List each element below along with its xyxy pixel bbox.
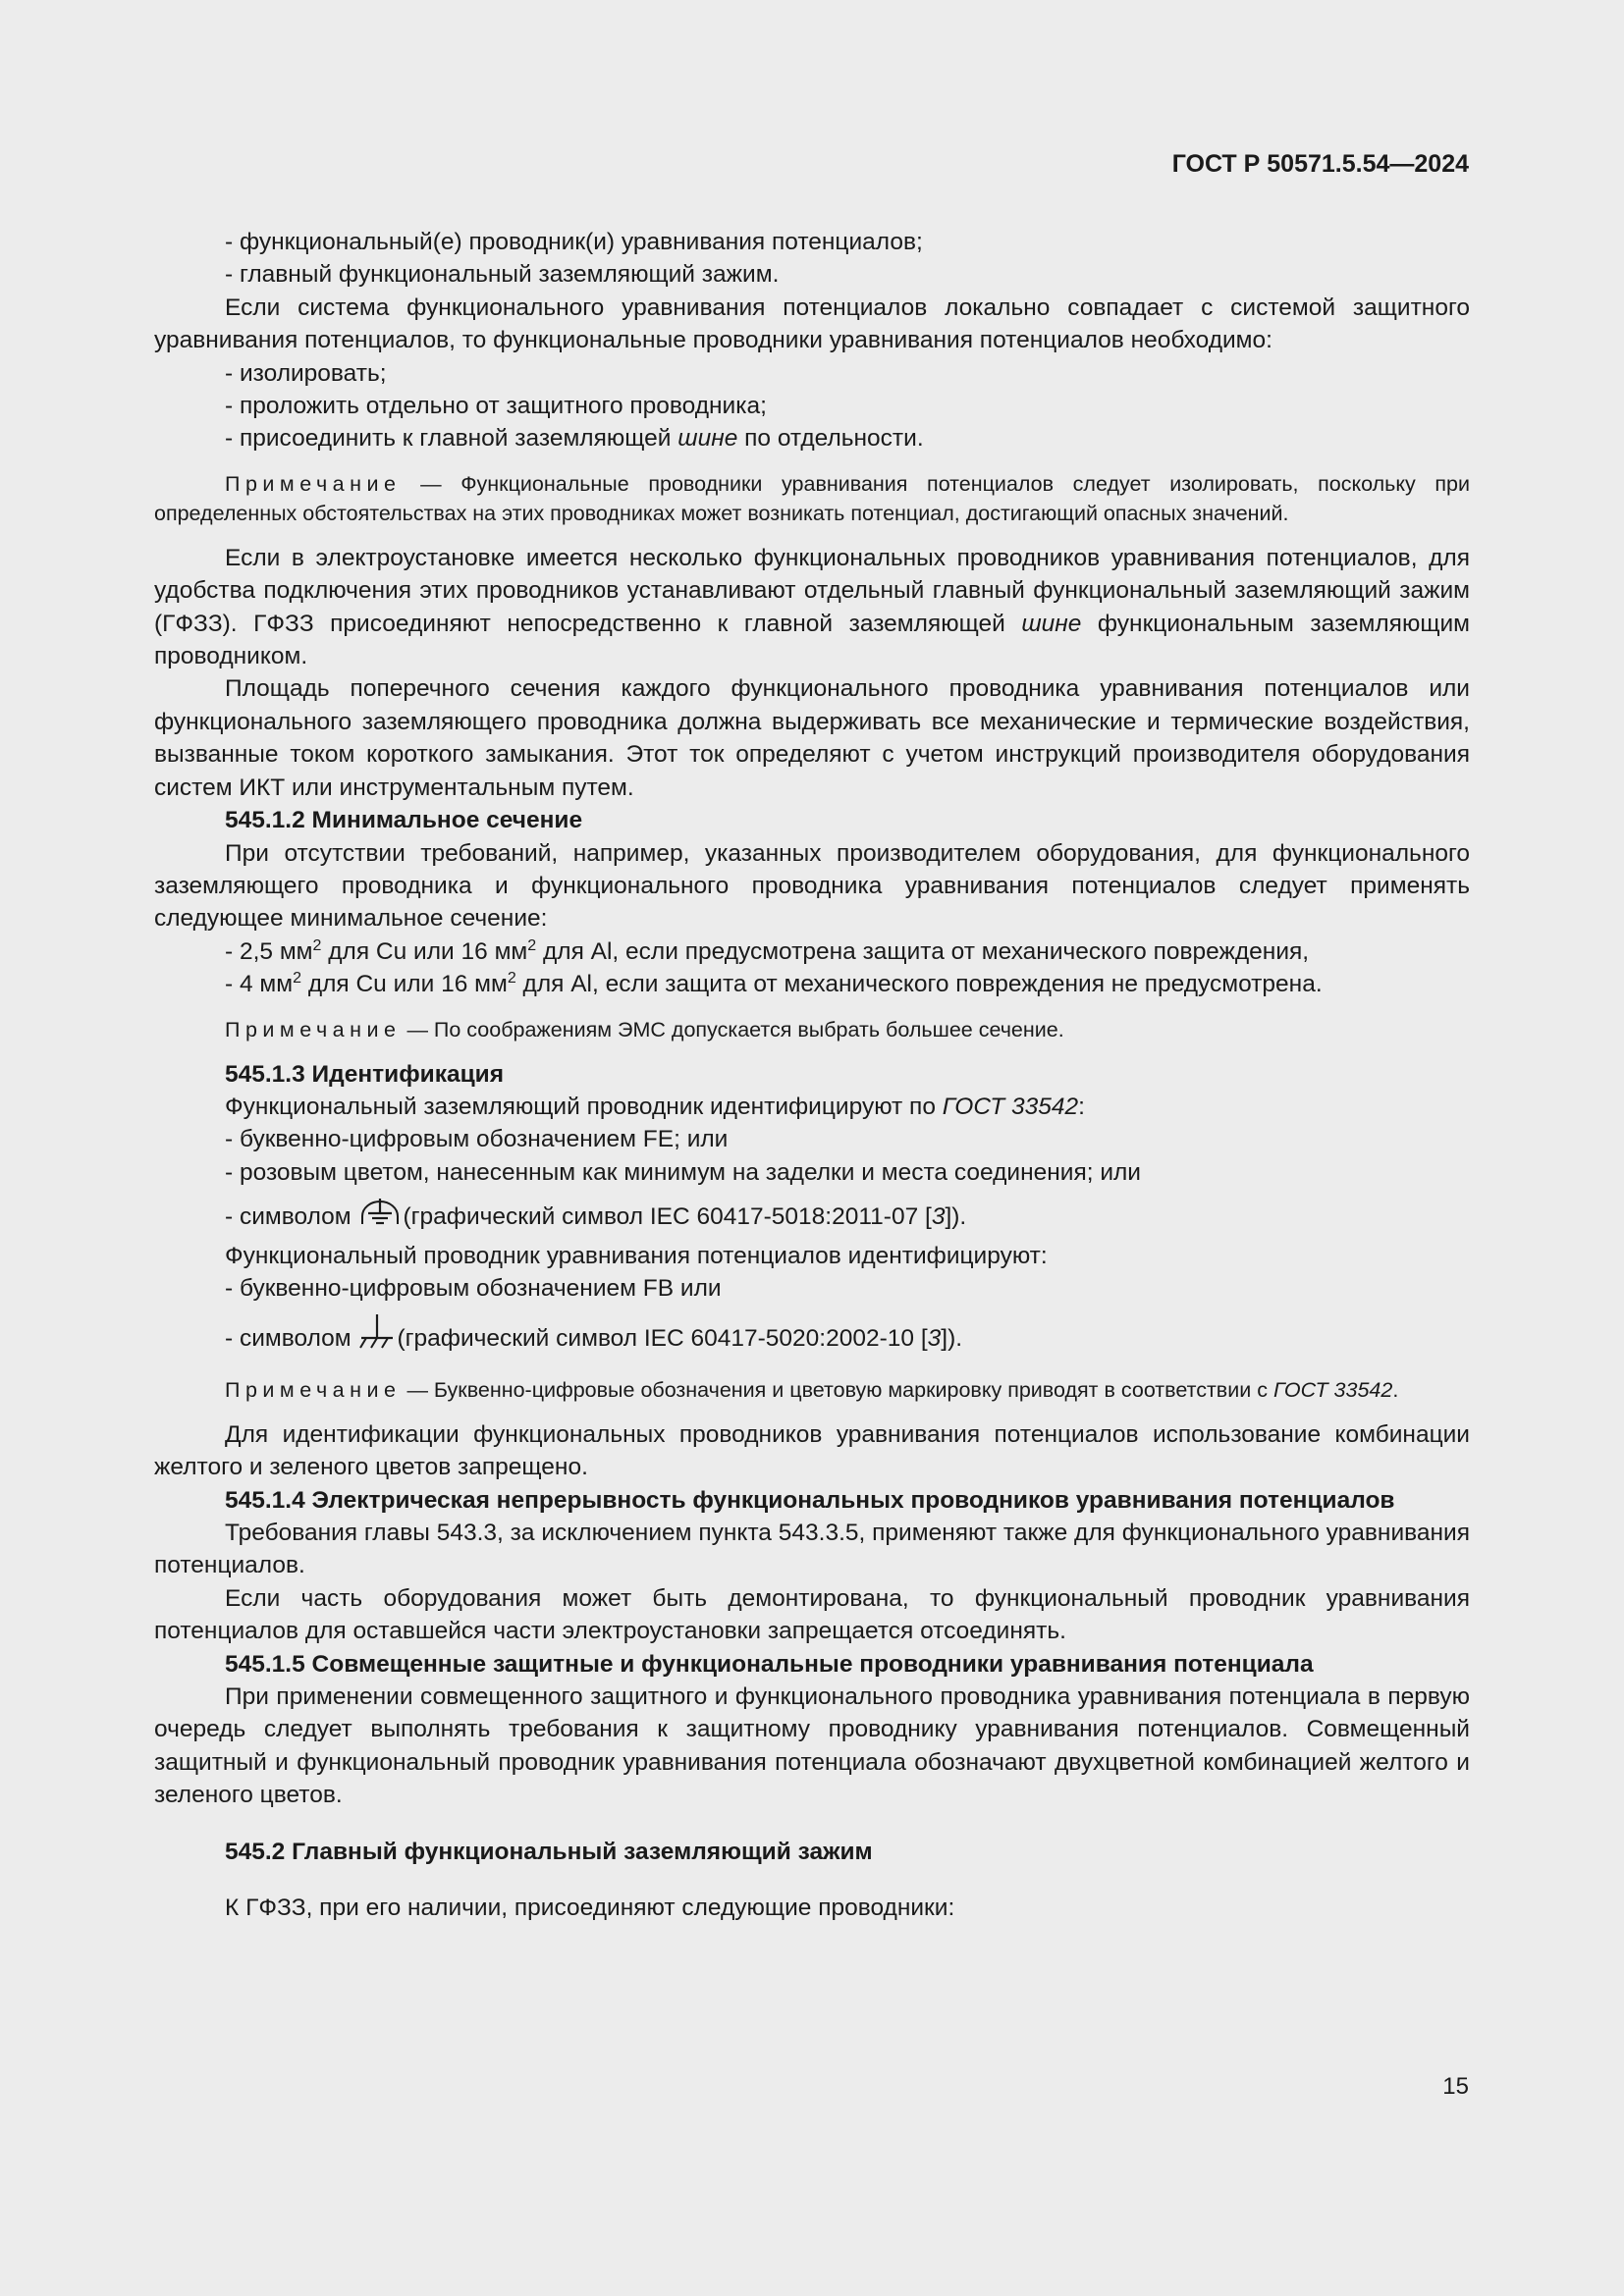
note-label: Примечание — [225, 1377, 402, 1402]
text: по отдельности. — [744, 425, 924, 453]
text: ]). — [941, 1325, 963, 1353]
superscript: 2 — [527, 936, 537, 954]
functional-bonding-symbol-icon — [357, 1312, 397, 1361]
text: Функциональный заземляющий проводник идентифицируют по — [225, 1093, 936, 1120]
text: для Al, если предусмотрена защита от механического повреждения, — [542, 937, 1310, 965]
note-text: — Буквенно-цифровые обозначения и цветовую маркировку приводят в соответствии с — [406, 1377, 1268, 1402]
paragraph: К ГФЗЗ, при его наличии, присоединяют следующие проводники: — [225, 1895, 955, 1922]
paragraph: При применении совмещенного защитного и функционального проводника уравнивания потенциала в первую очередь следует выполнять требования к защитному проводнику уравнивания потенциалов. Совмещенный защитный и функциональный проводник уравнивания потенциала обозначают двухцветной комбинацией желтого и зеленого цветов. — [154, 1683, 1470, 1809]
note — [154, 1015, 1470, 1044]
list-item — [154, 1197, 1470, 1239]
note — [154, 469, 1470, 528]
section-heading: 545.2 Главный функциональный заземляющий зажим — [225, 1838, 873, 1865]
text: - 4 мм — [225, 971, 294, 998]
text: - символом — [225, 1203, 352, 1231]
paragraph — [154, 542, 1470, 673]
note-label: Примечание — [225, 471, 402, 496]
paragraph: Площадь поперечного сечения каждого функционального проводника уравнивания потенциалов или функционального заземляющего проводника должна выдерживать все механические и термические воздействия, вызванные током короткого замыкания. Этот ток определяют с учетом инструкций производителя оборудования систем ИКТ или инструментальным путем. — [154, 675, 1470, 801]
section-heading: 545.1.4 Электрическая непрерывность функциональных проводников уравнивания потенциалов — [225, 1486, 1395, 1514]
text: ]). — [945, 1203, 967, 1231]
list-item: - розовым цветом, нанесенным как минимум на заделки и места соединения; или — [225, 1158, 1141, 1186]
text: для Cu или 16 мм — [328, 937, 528, 965]
section-heading: 545.1.3 Идентификация — [225, 1060, 504, 1088]
text: функциональным заземляющим проводником. — [154, 610, 1471, 670]
superscript: 2 — [507, 969, 516, 987]
italic-reference: ГОСТ 33542 — [942, 1093, 1079, 1120]
text: - присоединить к главной заземляющей — [225, 425, 672, 453]
note-label: Примечание — [225, 1017, 402, 1041]
italic-ref-number: 3 — [927, 1325, 942, 1353]
paragraph: Требования главы 543.3, за исключением пункта 543.3.5, применяют также для функционального уравнивания потенциалов. — [154, 1520, 1470, 1579]
page-number: 15 — [1442, 2073, 1469, 2100]
list-item — [154, 935, 1470, 968]
list-item: - проложить отдельно от защитного проводника; — [225, 393, 767, 420]
text: (графический символ IEC 60417-5020:2002-10 [ — [397, 1325, 928, 1353]
paragraph: Функциональный проводник уравнивания потенциалов идентифицируют: — [225, 1242, 1048, 1269]
list-item — [154, 422, 1470, 454]
document-header: ГОСТ Р 50571.5.54—2024 — [1171, 150, 1469, 178]
italic-term: шине — [677, 425, 738, 453]
paragraph: Для идентификации функциональных проводников уравнивания потенциалов использование комбинации желтого и зеленого цветов запрещено. — [154, 1420, 1470, 1481]
paragraph: При отсутствии требований, например, указанных производителем оборудования, для функционального заземляющего проводника и функционального проводника уравнивания потенциалов следует применять следующее минимальное сечение: — [154, 839, 1470, 933]
document-body — [154, 226, 1470, 1924]
paragraph — [154, 1091, 1470, 1123]
text: Если в электроустановке имеется несколько функциональных проводников уравнивания потенциалов, для удобства подключения этих проводников устанавливают отдельный главный функциональный заземляющий зажим (ГФЗЗ). ГФЗЗ присоединяют непосредственно к главной заземляющей — [154, 544, 1470, 637]
paragraph: Если система функционального уравнивания потенциалов локально совпадает с системой защитного уравнивания потенциалов, то функциональные проводники уравнивания потенциалов необходимо: — [154, 294, 1470, 354]
text: . — [1392, 1377, 1399, 1402]
functional-earth-symbol-icon — [357, 1197, 403, 1239]
list-item: - буквенно-цифровым обозначением FB или — [225, 1274, 722, 1302]
text: - 2,5 мм — [225, 937, 313, 965]
text: для Al, если защита от механического повреждения не предусмотрена. — [522, 971, 1323, 998]
list-item: - буквенно-цифровым обозначением FE; или — [225, 1126, 729, 1153]
italic-term: шине — [1021, 610, 1082, 637]
text: для Cu или 16 мм — [307, 971, 508, 998]
text: : — [1078, 1093, 1085, 1120]
text: (графический символ IEC 60417-5018:2011-07 [ — [403, 1203, 932, 1231]
superscript: 2 — [312, 936, 322, 954]
list-item — [154, 1312, 1470, 1361]
list-item: - главный функциональный заземляющий зажим. — [225, 261, 780, 289]
note — [154, 1375, 1470, 1405]
text: - символом — [225, 1325, 352, 1353]
section-heading: 545.1.2 Минимальное сечение — [225, 807, 583, 834]
list-item: - изолировать; — [225, 359, 387, 387]
paragraph: Если часть оборудования может быть демонтирована, то функциональный проводник уравнивания потенциалов для оставшейся части электроустановки запрещается отсоединять. — [154, 1584, 1470, 1645]
section-heading: 545.1.5 Совмещенные защитные и функциональные проводники уравнивания потенциала — [225, 1650, 1314, 1678]
list-item: - функциональный(е) проводник(и) уравнивания потенциалов; — [225, 229, 923, 255]
italic-reference: ГОСТ 33542 — [1272, 1377, 1393, 1402]
note-text: — Функциональные проводники уравнивания потенциалов следует изолировать, поскольку при определенных обстоятельствах на этих проводниках может возникать потенциал, достигающий опасных значений. — [154, 471, 1470, 525]
list-item — [154, 968, 1470, 1000]
note-text: — По соображениям ЭМС допускается выбрать большее сечение. — [406, 1017, 1064, 1041]
superscript: 2 — [293, 969, 301, 987]
italic-ref-number: 3 — [931, 1203, 946, 1231]
